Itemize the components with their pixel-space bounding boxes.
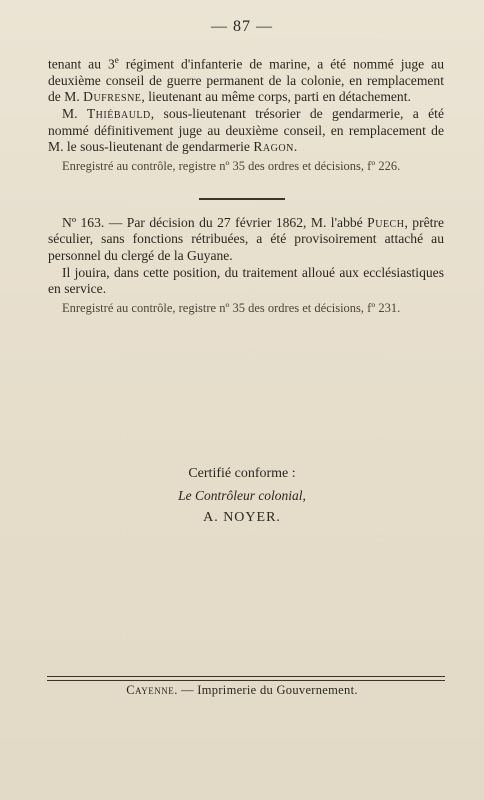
controller-title: Le Contrôleur colonial,	[178, 488, 306, 503]
section-1	[48, 52, 444, 175]
signatory-name: A. NOYER.	[203, 510, 281, 525]
footer-rule-thick	[47, 676, 445, 677]
page-number: — 87 —	[211, 18, 273, 35]
name-puech: Puech	[367, 215, 405, 230]
printer-city: Cayenne	[126, 683, 175, 697]
section-2	[48, 215, 444, 317]
printer-imprint	[0, 683, 484, 698]
name-dufresne: Dufresne	[83, 89, 142, 105]
paragraph-salary: Il jouira, dans cette position, du traitement alloué aux ecclésiastiques en service.	[48, 264, 444, 297]
paragraph-appointment-dufresne: tenant au 3e régiment d'infanterie de marine, a été nommé juge au deuxième conseil de guerre permanent de la colonie, en remplacement de M. Dufresne, lieutenant au même corps, parti en détachement.	[48, 55, 444, 105]
name-ragon: Ragon	[253, 139, 294, 155]
printer-text: . — Imprimerie du Gouvernement.	[174, 683, 358, 697]
registry-note-226: Enregistré au contrôle, registre nº 35 des ordres et décisions, fº 226.	[62, 159, 401, 174]
registry-note-231: Enregistré au contrôle, registre nº 35 des ordres et décisions, fº 231.	[62, 301, 401, 316]
section-separator	[199, 198, 285, 200]
paragraph-decision-163: Nº 163. — Par décision du 27 février 1862, M. l'abbé Puech, prêtre séculier, sans fonctions rétribuées, a été provisoirement attaché au personnel du clergé de la Guyane.	[48, 215, 444, 263]
paragraph-appointment-thiebauld: M. Thiébauld, sous-lieutenant trésorier de gendarmerie, a été nommé définitivement juge au deuxième conseil, en remplacement de M. le sous-lieutenant de gendarmerie Ragon.	[48, 106, 444, 155]
footer-rule-thin	[47, 680, 445, 681]
ordinal-superscript: e	[114, 55, 119, 65]
certification-line: Certifié conforme :	[188, 466, 296, 481]
name-thiebauld: Thiébauld	[86, 106, 151, 122]
